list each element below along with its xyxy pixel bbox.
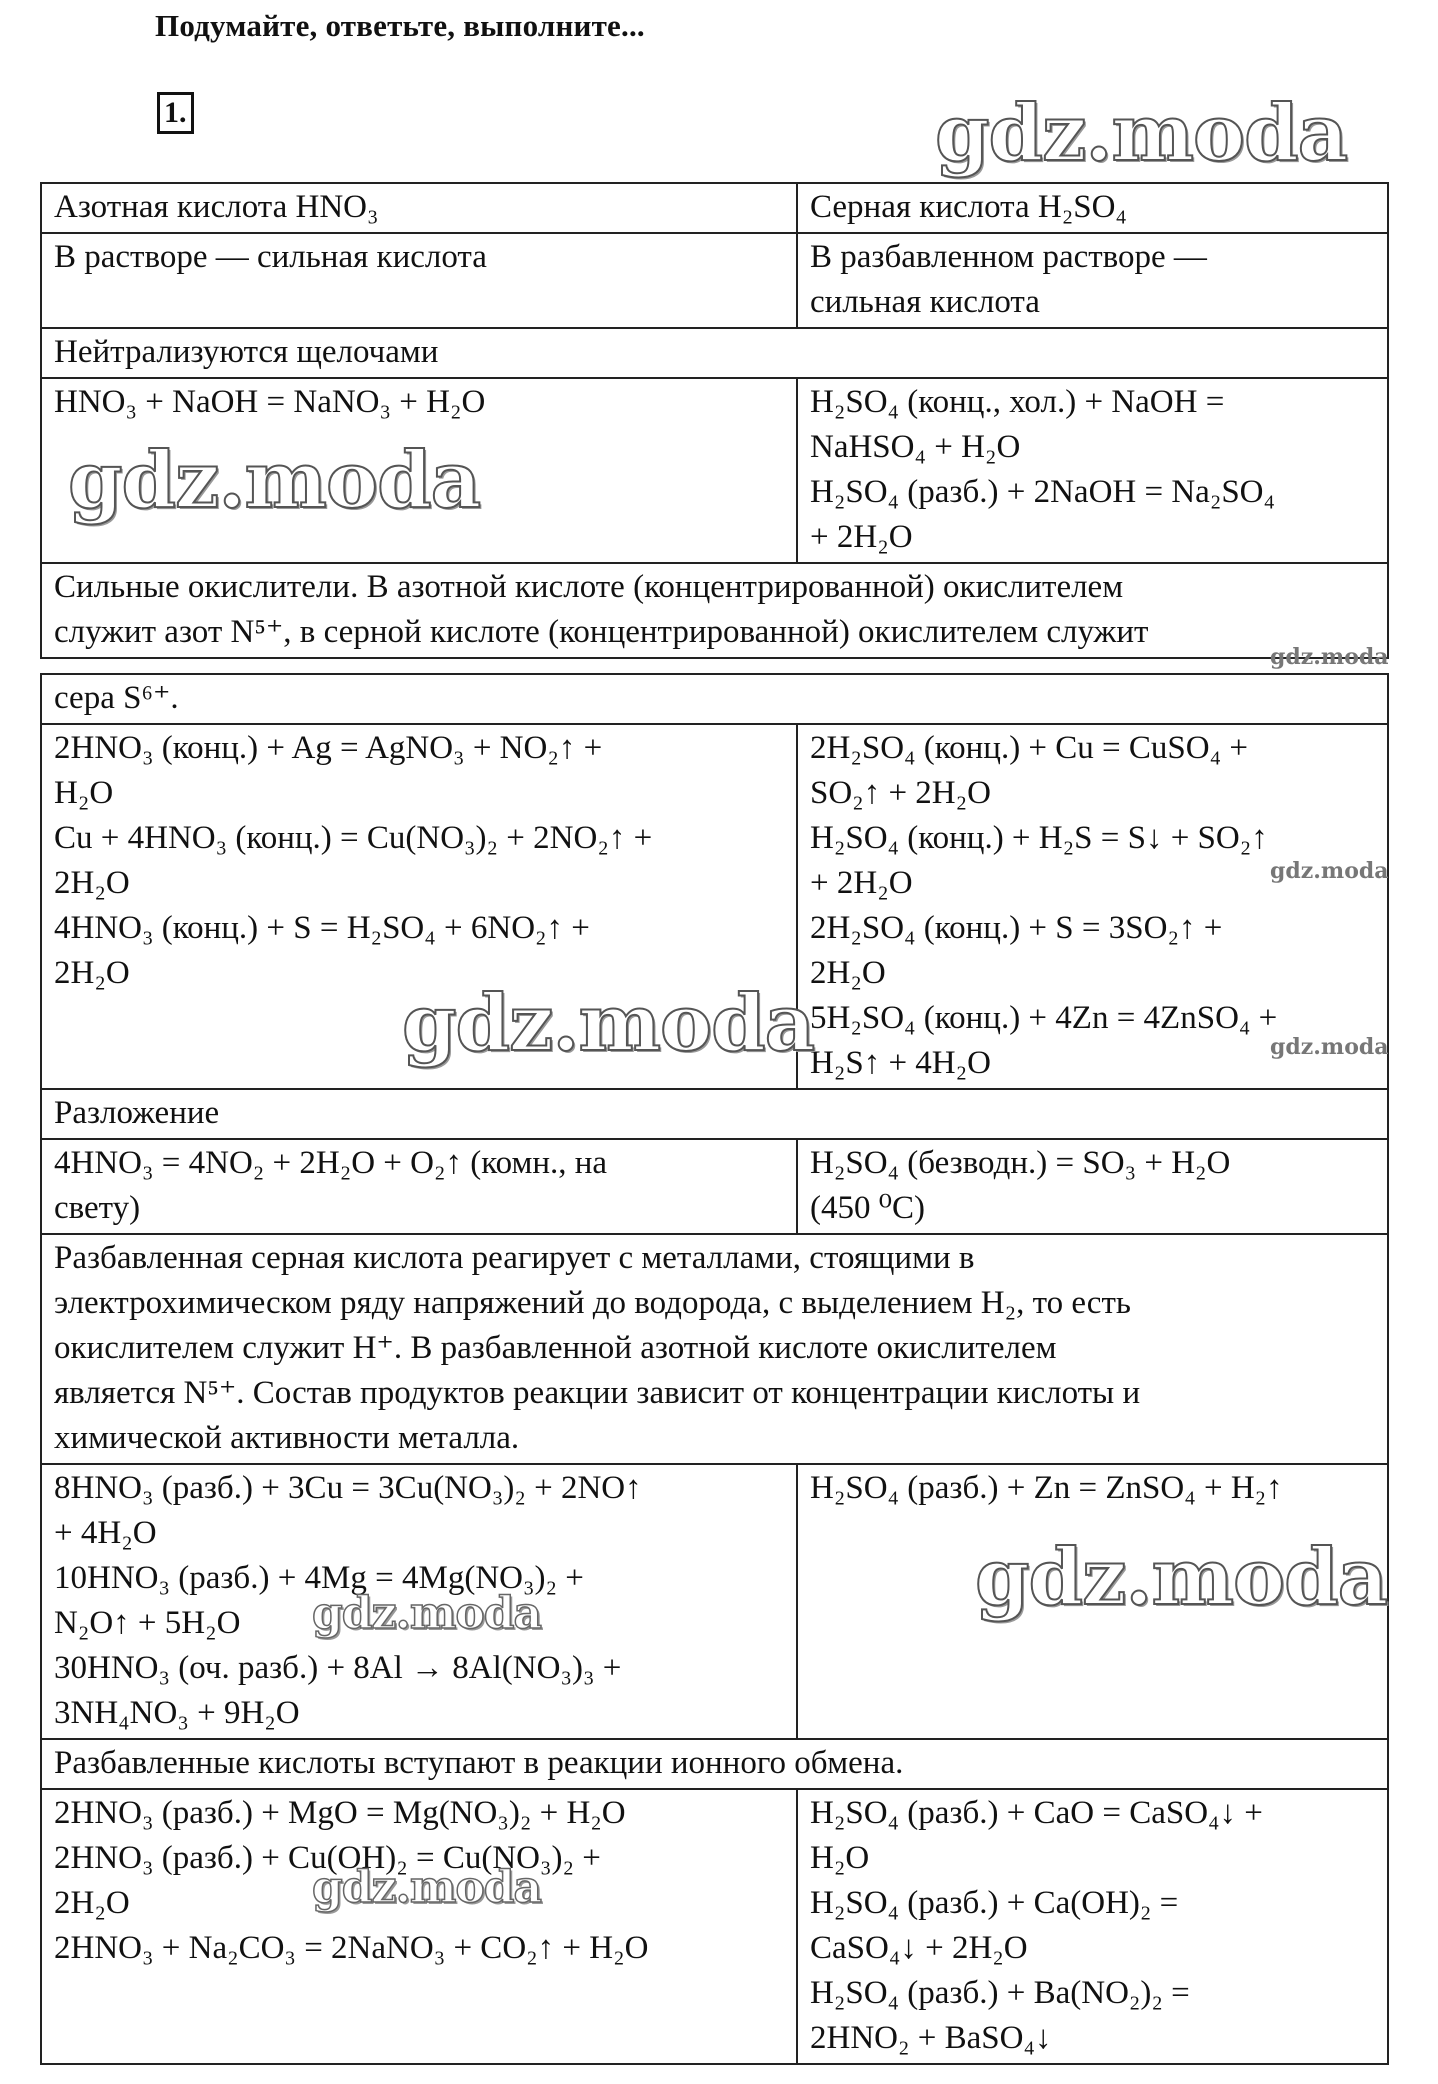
cell-nitric-neutralization: HNO₃ + NaOH = NaNO₃ + H₂O xyxy=(41,378,797,563)
cell-sulfuric-decomposition: H₂SO₄ (безводн.) = SO₃ + H₂O (450 ⁰C) xyxy=(797,1139,1388,1234)
watermark-logo: gdz.moda xyxy=(68,435,481,526)
table-row xyxy=(41,1464,1388,1739)
table-row xyxy=(41,378,1388,563)
watermark-logo: gdz.moda xyxy=(402,978,815,1069)
row-sulfur-oxidizer: сера S⁶⁺. xyxy=(41,674,1388,724)
table-row xyxy=(41,328,1388,378)
table-row xyxy=(41,233,1388,328)
table-row xyxy=(41,1789,1388,2064)
row-oxidizers-text: Сильные окислители. В азотной кислоте (концентрированной) окислителем служит азот N⁵⁺, в серной кислоте (концентрированной) окислителем служит xyxy=(41,563,1388,658)
watermark-logo: gdz.moda xyxy=(312,1862,542,1913)
comparison-table-part-1 xyxy=(40,182,1389,659)
cell-sulfuric-neutralization: H₂SO₄ (конц., хол.) + NaOH = NaHSO₄ + H₂O H₂SO₄ (разб.) + 2NaOH = Na₂SO₄ + 2H₂O xyxy=(797,378,1388,563)
table-row xyxy=(41,674,1388,724)
cell-sulfuric-strength: В разбавленном растворе — сильная кислота xyxy=(797,233,1388,328)
header-sulfuric-acid: Серная кислота H₂SO₄ xyxy=(797,183,1388,233)
cell-nitric-strength: В растворе — сильная кислота xyxy=(41,233,797,328)
watermark-logo: gdz.moda xyxy=(935,88,1348,179)
watermark-logo: gdz.moda xyxy=(1270,1034,1389,1060)
row-neutralization-title: Нейтрализуются щелочами xyxy=(41,328,1388,378)
cell-sulfuric-ion-exchange: H₂SO₄ (разб.) + CaO = CaSO₄↓ + H₂O H₂SO₄ (разб.) + Ca(OH)₂ = CaSO₄↓ + 2H₂O H₂SO₄ (разб.) + Ba(NO₂)₂ = 2HNO₂ + BaSO₄↓ xyxy=(797,1789,1388,2064)
row-dilute-metals-text: Разбавленная серная кислота реагирует с металлами, стоящими в электрохимическом ряду напряжений до водорода, с выделением H₂, то есть окислителем служит H⁺. В разбавленной азотной кислоте окислителем является N⁵⁺. Состав продуктов реакции зависит от концентрации кислоты и химической активности металла. xyxy=(41,1234,1388,1464)
table-row xyxy=(41,1139,1388,1234)
cell-nitric-ion-exchange: 2HNO₃ (разб.) + MgO = Mg(NO₃)₂ + H₂O 2HNO₃ (разб.) + Cu(OH)₂ = Cu(NO₃)₂ + 2H₂O 2HNO₃ + Na₂CO₃ = 2NaNO₃ + CO₂↑ + H₂O xyxy=(41,1789,797,2064)
watermark-logo: gdz.moda xyxy=(975,1532,1388,1623)
row-decomposition-title: Разложение xyxy=(41,1089,1388,1139)
watermark-logo: gdz.moda xyxy=(1270,858,1389,884)
task-number: 1. xyxy=(157,92,194,134)
table-row xyxy=(41,724,1388,1089)
cell-sulfuric-conc-reactions: 2H₂SO₄ (конц.) + Cu = CuSO₄ + SO₂↑ + 2H₂O H₂SO₄ (конц.) + H₂S = S↓ + SO₂↑ + 2H₂O 2H₂SO₄ (конц.) + S = 3SO₂↑ + 2H₂O 5H₂SO₄ (конц.) + 4Zn = 4ZnSO₄ + H₂S↑ + 4H₂O xyxy=(797,724,1388,1089)
header-nitric-acid: Азотная кислота HNO₃ xyxy=(41,183,797,233)
page-heading: Подумайте, ответьте, выполните... xyxy=(155,8,645,43)
cell-nitric-dilute-metals: 8HNO₃ (разб.) + 3Cu = 3Cu(NO₃)₂ + 2NO↑ + 4H₂O 10HNO₃ (разб.) + 4Mg = 4Mg(NO₃)₂ + N₂O↑ + 5H₂O 30HNO₃ (оч. разб.) + 8Al → 8Al(NO₃)₃ + 3NH₄NO₃ + 9H₂O xyxy=(41,1464,797,1739)
cell-nitric-decomposition: 4HNO₃ = 4NO₂ + 2H₂O + O₂↑ (комн., на свету) xyxy=(41,1139,797,1234)
comparison-table-part-2 xyxy=(40,673,1389,2065)
watermark-logo: gdz.moda xyxy=(312,1588,542,1639)
table-row xyxy=(41,1739,1388,1789)
table-row xyxy=(41,1089,1388,1139)
cell-nitric-conc-reactions: 2HNO₃ (конц.) + Ag = AgNO₃ + NO₂↑ + H₂O Cu + 4HNO₃ (конц.) = Cu(NO₃)₂ + 2NO₂↑ + 2H₂O 4HNO₃ (конц.) + S = H₂SO₄ + 6NO₂↑ + 2H₂O xyxy=(41,724,797,1089)
table-row xyxy=(41,1234,1388,1464)
table-row xyxy=(41,183,1388,233)
watermark-logo: gdz.moda xyxy=(1270,644,1389,670)
cell-sulfuric-dilute-metals: H₂SO₄ (разб.) + Zn = ZnSO₄ + H₂↑ xyxy=(797,1464,1388,1739)
table-row xyxy=(41,563,1388,658)
row-ion-exchange-title: Разбавленные кислоты вступают в реакции ионного обмена. xyxy=(41,1739,1388,1789)
